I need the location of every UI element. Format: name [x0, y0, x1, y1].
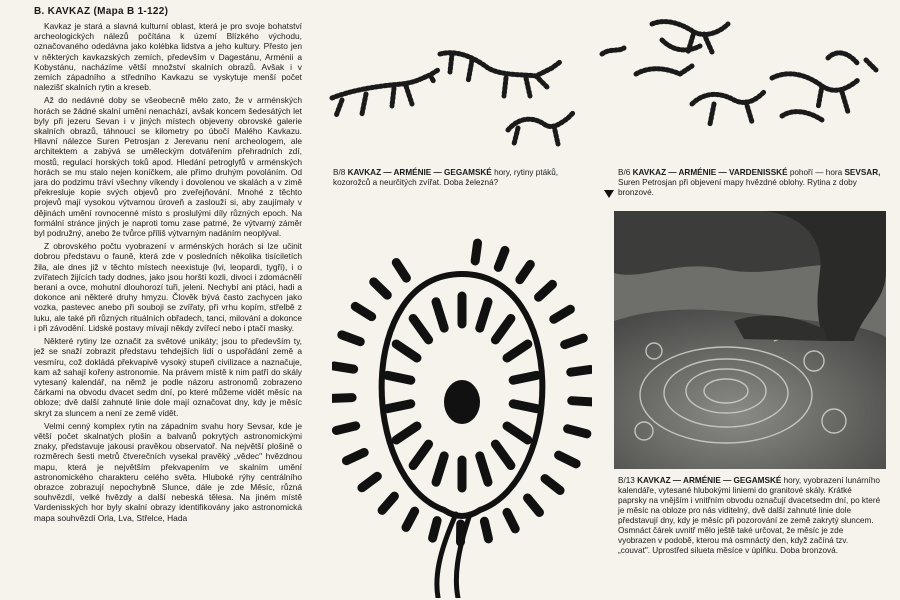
outer-ray — [545, 479, 560, 491]
inner-ray — [413, 444, 428, 465]
inner-ray — [513, 375, 537, 380]
outer-ray — [554, 309, 571, 319]
outer-ray — [498, 250, 505, 267]
outer-ray — [528, 498, 540, 512]
rock-engraving-photo — [614, 211, 886, 469]
inner-ray — [495, 444, 510, 465]
inner-ray — [480, 456, 488, 482]
caption-title: KAVKAZ — ARMÉNIE — VARDENISSKÉ — [632, 168, 788, 177]
petroglyph-animals-illustration — [322, 20, 582, 160]
inner-ray — [507, 344, 528, 358]
section-heading — [34, 6, 302, 17]
heading-ref: (Mapa B 1-122) — [93, 6, 169, 17]
caption-b13 — [618, 476, 882, 556]
inner-ray — [480, 302, 488, 328]
caption-number: B/6 — [618, 168, 631, 177]
outer-ray — [520, 264, 531, 279]
inner-ray — [507, 426, 528, 440]
outer-ray — [334, 366, 354, 369]
outer-ray — [571, 369, 591, 372]
outer-ray — [475, 243, 477, 261]
outer-ray — [565, 338, 584, 344]
caption-number: B/8 — [333, 168, 346, 177]
caption-text: hory, rytiny ptáků, kozorožců a neurčitých zvířat. Doba železná? — [333, 168, 559, 187]
outer-ray — [342, 335, 360, 342]
caption-place: SEVSAR, — [844, 168, 881, 177]
paragraph: Z obrovského počtu vyobrazení v arménských horách si lze učinit dobrou představu o fauně, která zde v posledních několika tisíciletích žila, ale dnes již v těchto místech neexistuje (lvi, leopardi, tygři), i o zvířatech žijících tady dodnes, jako jsou horští kozli, divoci i zdomácnělí berani a ovce, mohutní dlouhorozí tuři, jeleni. Nechybí ani ptáci, hadi a dokonce ani některé druhy hmyzu. Člověk bývá často zachycen jako vozka, pastevec anebo při souboji se zvířaty, při vrhu kopím, střelbě z luku, ale také při různých rituálních obřadech, tanci, milování a dokonce i při závodění. Lidské postavy mívají někdy zvířecí nebo i ptačí masky. — [34, 241, 302, 333]
outer-ray — [507, 512, 515, 528]
caption-text: hory, vyobrazení lunárního kalendáře, vytesané hlubokými liniemi do granitové skály. Krátké paprsky na vnějším i vnitřním obvodu označují dvacetsedm dní, po které je měsíc na obloze pro nás viditelný, dvě další zahnuté linie dole představují dny, kdy je měsíc při pozorování ze země zakrytý sluncem. Osmnáct čárek uvnitř mělo ještě také určovat, že měsíc je zde vyobrazen v podobě, kterou má osmnáctý den, když začíná tzv. „couvat". Uprostřed silueta měsíce v úplňku. Doba bronzová. — [618, 476, 881, 555]
lunar-calendar-illustration — [332, 232, 592, 598]
caption-number: B/13 — [618, 476, 635, 485]
outer-ray — [374, 282, 388, 295]
caption-title: KAVKAZ — ARMÉNIE — GEGAMSKÉ — [347, 168, 492, 177]
outer-ray — [539, 284, 553, 297]
caption-text: pohoří — hora — [789, 168, 843, 177]
text-column — [34, 6, 302, 594]
outer-ray — [406, 511, 415, 527]
article-body — [34, 21, 302, 523]
caption-b6 — [618, 168, 882, 198]
paragraph: Až do nedávné doby se všeobecně mělo zato, že v arménských horách se žádné skalní umění nenachází, avšak koncem šedesátých let byly při jezeru Sevan i v jiných místech objeveny obrovské galerie skalních obrazů, táhnoucí se kilometry po úbočí Malého Kavkazu. Hlavní nálezce Suren Petrosjan z Jerevanu není archeologem, ale architektem a zabývá se uměleckým dotvářením přehradních zdí, mostů, regulací horských toků apod. Hledání petroglyfů v arménských horách se mu stalo nejen koníčkem, ale přímo druhým povoláním. Od jara do podzimu tráví všechny víkendy i dovolenou ve skalách a v zimě překresluje kopie svých objevů pro zveřejňování. Mnohé z těchto projevů mají vysokou výtvarnou úroveň a zaslouží si, aby zaujímaly v dějinách umění rovnocenné místo s proslulými díly různých epoch. Na formální stránce jiných je naproti tomu zase patrné, že výtvarný záměr byl podružný, anebo že tvůrce příliš výtvarným nadáním neoplýval. — [34, 95, 302, 239]
outer-ray — [568, 429, 587, 434]
outer-ray — [332, 398, 352, 399]
outer-ray — [362, 476, 377, 487]
outer-ray — [382, 496, 394, 510]
outer-ray — [355, 306, 371, 316]
full-moon — [444, 380, 480, 424]
caption-text-2: Suren Petrosjan při objevení mapy hvězdné oblohy. Rytina z doby bronzové. — [618, 178, 857, 197]
outer-ray — [572, 401, 592, 402]
inner-ray — [387, 375, 411, 380]
paragraph: Kavkaz je stará a slavná kulturní oblast, která je pro svoje bohatství archeologických nálezů počítána k území Blízkého východu, označovaného odedávna jako kolébka lidstva a jeho kultury. Přesto jen v některých kavkazských zemích, především v Dagestánu, Arménii a Kobystánu, nacházíme větší množství skalních obrazů. Avšak i v zemích západního a středního Kavkazu se vyskytuje menší počet nalezišť skalních rytin a kreseb. — [34, 21, 302, 93]
outer-ray — [433, 521, 438, 539]
inner-ray — [413, 318, 428, 339]
down-triangle-icon — [604, 190, 614, 198]
inner-ray — [436, 456, 444, 482]
inner-ray — [513, 404, 537, 409]
outer-ray — [559, 455, 577, 464]
outer-ray — [346, 452, 364, 460]
paragraph: Některé rytiny lze označit za světové unikáty; jsou to především ty, jež se snaží zobrazit představu tehdejších lidí o uspořádání země a vesmíru, což dokládá překvapivě vysoký stupeň civilizace a naznačuje, kam až sahají kořeny astronomie. Na právem místě k nim patří do skály vytesaný kalendář, na němž je podle názoru astronomů zobrazeno čárkami na obvodu dvacet sedm dní, po které můžeme vidět měsíc na obloze; dvě další zahnuté linie dole mají označovat dny, kdy je měsíc skryt za sluncem a není ze země vidět. — [34, 336, 302, 418]
heading-title: B. KAVKAZ — [34, 6, 91, 17]
petroglyph-birds-illustration — [596, 8, 886, 148]
inner-ray — [396, 426, 417, 440]
inner-ray — [495, 318, 510, 339]
caption-title: KAVKAZ — ARMÉNIE — GEGAMSKÉ — [637, 476, 782, 485]
outer-ray — [484, 521, 488, 539]
inner-ray — [436, 302, 444, 328]
outer-ray — [336, 426, 355, 431]
inner-ray — [387, 404, 411, 409]
caption-b8 — [333, 168, 583, 188]
outer-ray — [396, 263, 406, 279]
paragraph: Velmi cenný komplex rytin na západním svahu hory Sevsar, kde je větší počet skalnatých plošin a balvanů pokrytých astronomickými znaky, představuje jakousi pravěkou observatoř. Na největší plošině o rozměrech šesti metrů čtverečních vysekal pravěký „vědec" hvězdnou mapu, která je největším překvapením ve skalním umění astronomického charakteru celého světa. Hluboké rýhy centrálního obrazce zobrazují nepochybně Slunce, dále je zde Měsíc, různá souhvězdí, velké hvězdy a další nebeská tělesa. Na jiném místě Vardenisských hor byly skalní obrazy identifikovány jako astronomická mapa souhvězdí Orla, Lva, Střelce, Hada — [34, 420, 302, 523]
inner-ray — [396, 344, 417, 358]
